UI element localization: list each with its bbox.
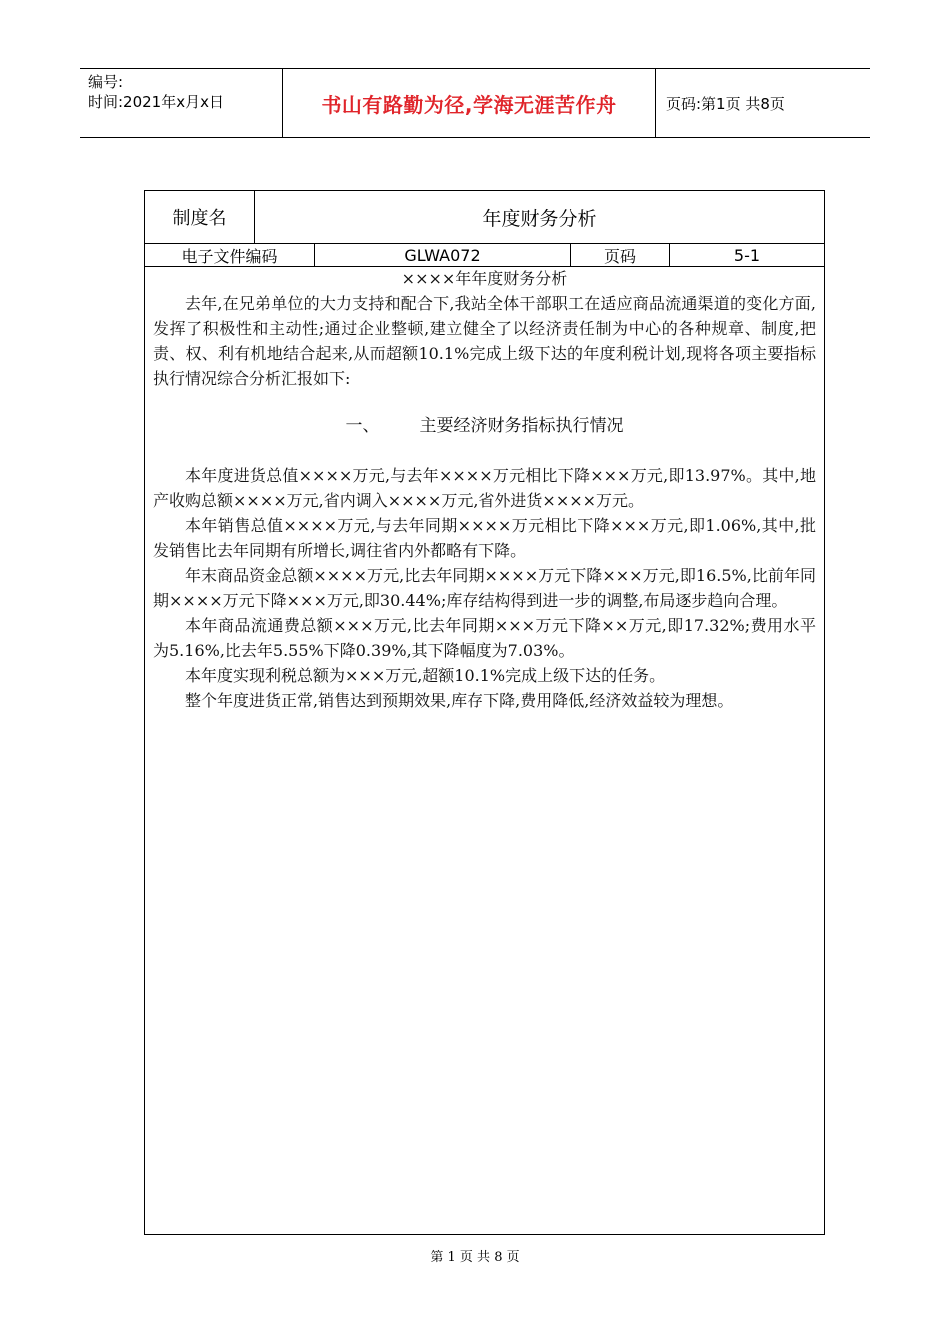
document-body — [145, 267, 824, 713]
policy-name-value: 年度财务分析 — [482, 207, 597, 230]
policy-name-label: 制度名 — [172, 208, 227, 229]
body-paragraph: 本年销售总值××××万元,与去年同期××××万元相比下降×××万元,即1.06%,其中,批发销售比去年同期有所增长,调往省内外都略有下降。 — [153, 516, 816, 560]
header-motto: 书山有路勤为径,学海无涯苦作舟 — [321, 92, 617, 117]
document-number-label: 编号: — [88, 73, 124, 91]
page-label: 页码 — [603, 246, 636, 266]
section-heading — [145, 413, 824, 439]
policy-form — [144, 190, 825, 1235]
document-header — [80, 68, 870, 138]
header-page-info: 页码:第1页 共8页 — [666, 94, 785, 113]
page-value: 5-1 — [733, 245, 761, 265]
header-divider — [655, 69, 656, 137]
file-code-value: GLWA072 — [404, 245, 481, 265]
form-row-file-info — [145, 244, 824, 267]
intro-paragraph: 去年,在兄弟单位的大力支持和配合下,我站全体干部职工在适应商品流通渠道的变化方面,发挥了积极性和主动性;通过企业整顿,建立健全了以经济责任制为中心的各种规章、制度,把责、权、利有机地结合起来,从而超额10.1%完成上级下达的年度利税计划,现将各项主要指标执行情况综合分析汇报如下: — [153, 294, 816, 388]
body-paragraph: 本年度进货总值××××万元,与去年××××万元相比下降×××万元,即13.97%。其中,地产收购总额××××万元,省内调入××××万元,省外进货××××万元。 — [153, 466, 816, 510]
file-code-label: 电子文件编码 — [181, 246, 278, 266]
document-date-label: 时间:2021年x月x日 — [88, 93, 224, 111]
section-title: 主要经济财务指标执行情况 — [419, 416, 624, 436]
body-paragraph: 整个年度进货正常,销售达到预期效果,库存下降,费用降低,经济效益较为理想。 — [185, 691, 734, 710]
section-number: 一、 — [345, 416, 380, 436]
document-title: ××××年年度财务分析 — [401, 269, 568, 288]
body-paragraph: 年末商品资金总额××××万元,比去年同期××××万元下降×××万元,即16.5%,比前年同期××××万元下降×××万元,即30.44%;库存结构得到进一步的调整,布局逐步趋向合理。 — [153, 566, 816, 610]
body-paragraph: 本年度实现利税总额为×××万元,超额10.1%完成上级下达的任务。 — [185, 666, 666, 685]
page-footer: 第 1 页 共 8 页 — [430, 1250, 520, 1265]
header-meta — [88, 72, 224, 112]
form-row-policy-name — [145, 191, 824, 244]
body-paragraph: 本年商品流通费总额×××万元,比去年同期×××万元下降××万元,即17.32%;费用水平为5.16%,比去年5.55%下降0.39%,其下降幅度为7.03%。 — [153, 616, 816, 660]
